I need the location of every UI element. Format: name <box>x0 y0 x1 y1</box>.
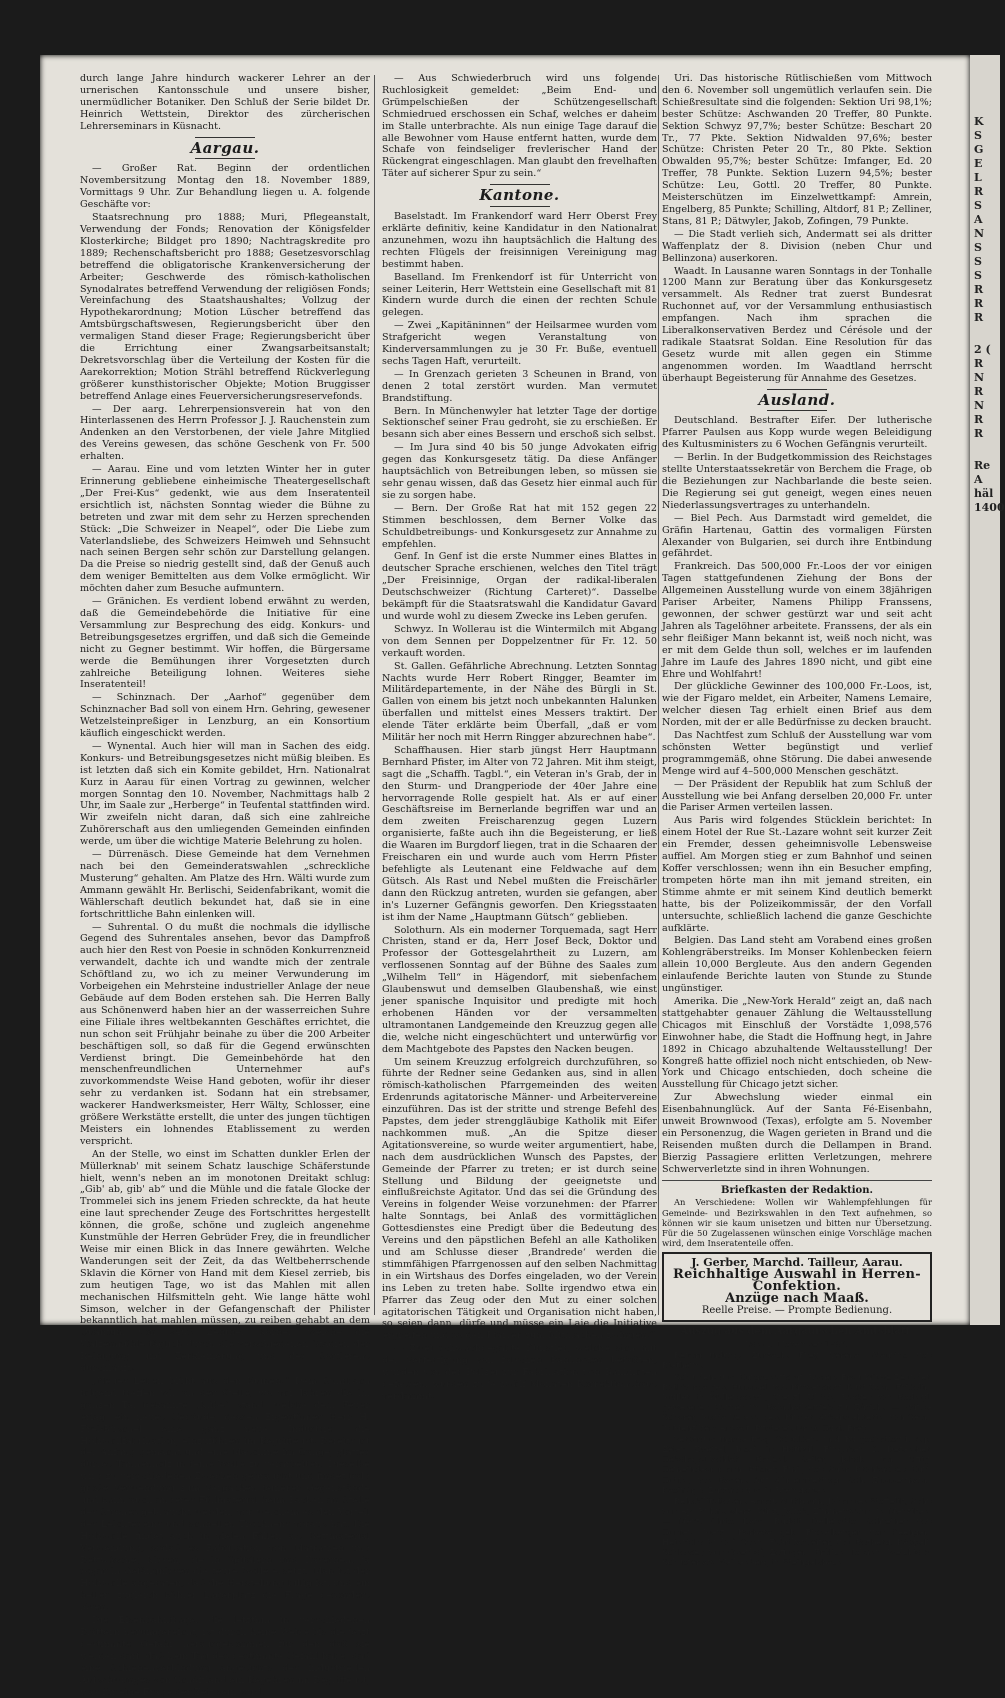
article-paragraph: Bern. In Münchenwyler hat letzter Tage der dortige Sektionschef seiner Frau gedroht, sie zu erschießen. Er besann sich aber eines Bessern und erschoß sich selbst. <box>382 405 657 441</box>
article-paragraph: Solothurn. Als ein moderner Torquemada, sagt Herr Christen, stand er da, Herr Josef Beck, Doktor und Professor der Gottesgelahrtheit zu Luzern, am verflossenen Sonntag auf der Bühne des Saales zum „Wilhelm Tell“ in Hägendorf, mit siebenfachem Glaubenswut und demselben Glaubenshaß, wie einst jener spanische Inquisitor und predigte mit hoch erhobenen Händen vor der versammelten ultramontanen Landgemeinde den Kreuzzug gegen alle die, welche nicht eingeschüchtert und unterwürfig vor dem Machtgebote des Papstes den Nacken beugen. <box>382 924 657 1055</box>
article-paragraph: Baselstadt. Im Frankendorf ward Herr Oberst Frey erklärte definitiv, keine Kandidatur in den Nationalrat anzunehmen, wozu ihn hauptsächlich die Haltung des rechten Flügels der freisinnigen Vereinigung mag bestimmt haben. <box>382 211 657 270</box>
edge-letter: R <box>974 357 984 370</box>
column-rule <box>658 75 659 1315</box>
article-paragraph: Der glückliche Gewinner des 100,000 Fr.-Loos, ist, wie der Figaro meldet, ein Arbeiter, Namens Lemaire, welcher diesen Tag erhielt einen Brief aus dem Norden, mit der er alle Bedürfnisse zu decken braucht. <box>662 681 932 729</box>
newspaper-page <box>40 55 970 1698</box>
article-paragraph: Amerika. Die „New-York Herald“ zeigt an, daß nach stattgehabter genauer Zählung die Weltausstellung Chicagos mit Einschluß der Vorstädte 1,098,576 Einwohner habe, die Stadt die Hoffnung hegt, in Jahre 1892 in Chicago abzuhaltende Weltausstellung! Der Kongreß hatte offiziel noch nicht entschieden, ob New-York und Chicago entschieden, doch scheine die Ausstellung für Chicago jetzt sicher. <box>662 995 932 1091</box>
edge-letter: R <box>974 427 984 440</box>
article-paragraph: Waadt. In Lausanne waren Sonntags in der Tonhalle 1200 Mann zur Beratung über das Konkursgesetz versammelt. Als Redner trat zuerst Bundesrat Ruchonnet auf, vor der Versammlung enthusiastisch empfangen. Nach ihm sprachen die Liberalkonservativen Berdez und Cérésole und der radikale Staatsrat Soldan. Eine Resolution für das Gesetz wurde mit allen gegen ein Stimme angenommen worden. Im Waadtland herrscht überhaupt Begeisterung für Annahme des Gesetzes. <box>662 265 932 384</box>
amtsblatt-title: Auszug aus dem Aargauischen Amtsblatt. <box>680 1326 914 1338</box>
advertisement-box <box>662 1252 932 1322</box>
article-paragraph: — Bern. Der Große Rat hat mit 152 gegen 22 Stimmen beschlossen, dem Berner Volke das Schuldbetreibungs- und Konkursgesetz zur Annahme zu empfehlen. <box>382 502 657 550</box>
article-paragraph: Baselland. Im Frenkendorf ist für Unterricht von seiner Leiterin, Herr Wettstein eine Gesellschaft mit 81 Kindern wurde durch die einen der rechten Schule gelegen. <box>382 271 657 319</box>
article-paragraph: An der Stelle, wo einst im Schatten dunkler Erlen der Müllerknab' mit seinem Schatz lauschige Schäferstunde hielt, wenn's neben an im monotonen Dreitakt schlug: „Gib' ab, gib' ab“ und die Mühle und die fatale Glocke der Trommelei sich ins jenem Frieden schreckte, da hat heute eine laut sprechender Zeuge des Fortschrittes hergestellt können, die große, schöne und zugleich angenehme Kunstmühle der Herren Gebrüder Frey, die in freundlicher Weise mir einen Blick in das Innere gewährten. Welche Wanderungen seit der Zeit, da das Weltbeherrschende Sklavin die Körner von Hand mit dem Kiesel zerrieb, bis zum heutigen Tage, wo ist das Mahlen mit allen mechanischen Hilfsmitteln geht. Wie lange hätte wohl Simson, welcher in der Gefangenschaft der Philister bekanntlich hat mahlen müssen, zu reiben gehabt an dem Quantum von 2400 Zentner Körner, welche die Walzenmühle täglich durch die verschiedenen Stadien der Reinigung und Zerkleinerung und des Sortierens durchläuft? <box>80 1148 370 1375</box>
section-heading-kantone: Kantone. <box>479 186 560 205</box>
column-right <box>662 73 932 1568</box>
article-paragraph: Frankreich. Das 500,000 Fr.-Loos der vor einigen Tagen stattgefundenen Ziehung der Bons der Allgemeinen Ausstellung wurde von einem 38jährigen Pariser Arbeiter, Namens Philipp Franssens, gewonnen, der schwer gestürzt war und seit acht Jahren als Tagelöhner arbeitete. Franssens, der als ein sehr fleißiger Mann bekannt ist, weiß noch nicht, was er mit dem Gelde thun soll, welches er im laufenden Jahre im Laufe des Jahres 1890 nicht, und gibt eine Ehre und Wohlfahrt! <box>662 561 932 680</box>
edge-letter: häl <box>974 487 994 500</box>
ad-line-2: Reichhaltige Auswahl in Herren-Confektion. <box>673 1267 921 1295</box>
article-paragraph: Das Nachtfest zum Schluß der Ausstellung war vom schönsten Wetter begünstigt und verlief programmgemäß, ohne Störung. Die dabei anwesende Menge wird auf 4–500,000 Menschen geschätzt. <box>662 730 932 777</box>
article-paragraph: Staatsrechnung pro 1888; Muri, Pflegeanstalt, Verwendung der Fonds; Renovation der Königsfelder Klosterkirche; Bildget pro 1890; Nachtragskredite pro 1889; Rechenschaftsbericht pro 1888; Gesetzesvorschlag betreffend die obligatorische Krankenversicherung der Arbeiter; Geschwerde des römisch-katholischen Synodalrates betreffend Verwendung der religiösen Fonds; Vereinfachung des Staatshaushaltes; Vollzug der Hypothekarordnung; Motion Lüscher betreffend das Amtsbürgschaftswesen, Regierungsbericht über den vermaligen Stand dieser Frage; Regierungsbericht über die Errichtung einer Zwangsarbeitsanstalt; Dekretsvorschlag über die Verteilung der Kosten für die Aarekorrektion; Motion Strähl betreffend Rückverlegung größerer kunsthistorischer Objekte; Motion Bruggisser betreffend Anlage eines Feuerversicherungsreservefonds. <box>80 212 370 402</box>
edge-letter: N <box>974 371 985 384</box>
edge-letter: R <box>974 385 984 398</box>
edge-letter: S <box>974 269 982 282</box>
edge-letter: 1400 <box>974 501 1005 514</box>
edge-letter: R <box>974 413 984 426</box>
article-closing: — Zwei schwachbegabte Künstler, welche sich mit der Verfertigung von falschen Banknoten befaßten, wurden von der Polizei zur Fabrikation von Banknoten befassen, wurden zu je zwölf Monaten Korrektionshaus verdammt. <box>382 1343 657 1402</box>
edge-letter: R <box>974 297 984 310</box>
amtsblatt-entry: Verpfründungsvertrag, Schulden- und Bürgschaftsruf. Alp. Zeier. Zweifel, Josef, in Hottwil, Eingaben 2. Dezember. Gebolags-Nachlaß. Badenl. Seiler, Jakob, von Uffig, Gemeindeammann, Pfister, Emil, von Suhr. Kronbacher. Buri, Gotth., von Baden. Auf Alimentvertrag: Sch. Zimmermann, Kasimir, v. Zurzach und in Bremgarten. <box>662 1433 932 1495</box>
divider <box>662 1180 932 1181</box>
section-heading-aargau: Aargau. <box>190 138 260 157</box>
edge-letter: R <box>974 311 984 324</box>
edge-letter: N <box>974 227 985 240</box>
amtsblatt-entry: Schulden- und Bürgschaftsruf. Baden. Frau Witwe Zehnder, Rothburga geb. Hummel, von Birmenstorf. Kurt Kohn, Fridolin, Müller, in Wallenschwil, Kreuzl. Ulrich, Bäcker, von Bodmyl, gewesener Kärner im Bahnhofbetrieb zu Zürich. — Witwe Schärer, Maria Verena geb. Binder, Arbeitslehrerin, von Seon, in Menziken; Anwalt: Pfisterei. Nr. 9. Gust. Frey. <box>662 1371 932 1433</box>
article-paragraph: Deutschland. Bestrafter Eifer. Der lutherische Pfarrer Paulsen aus Kopp wurde wegen Beleidigung des Kultusministers zu 6 Wochen Gefängnis verurteilt. <box>662 415 932 451</box>
article-paragraph: „Neues Leben blüht aus den Ruinen.“ Dem Suhrbach folgend treffen wir an der Stelle, wo vor Jahren die im ganzen Tal bekannte „Klibe“ stand, welche dem Feuer erlag, ein neues Gebäude, dessen Eigentümer Herr H. Frei-Rüschel eine ganz neue Industrie, die Holzwollfabrikation, einzuführen im Begriffe ist. Bereits ist der Anfang gemacht und eine Maschine im Gange, glattes dürres Tannenholz in feine Wolle zu verarbeiten. Dieselbe wird zu verschiedenen Zwecken gebraucht und findet bald große Verwendung zum Verpacken feinerer Gegenstände und kann auch anderes Füllmaterial beim Packen an Stelle des Strohes gebraucht werden, vor welchem es den Vorteil des Leichteseins und schnellen Trocknens voraus hat. Die Holzwolle findet auch in vielen Fällen als Bettmaterial Verwendung, sodaß es Fabrikation von Matratzen und Bettwäsche, Kissen, die in Spitälern und Kasernen, ja sogar in Gefängnissen die teure Wolle ersetzt. Man ist der Holzwolle angeraten, daß die Herstellung billig ist, und ein heller, zugleich kühler Lagerplatz die Frage besonders lösen. <box>80 1375 370 1614</box>
edge-letter: A <box>974 473 983 486</box>
article-paragraph: — Großer Rat. Beginn der ordentlichen Novembersitzung Montag den 18. November 1889, Vormittags 9 Uhr. Zur Behandlung liegen u. A. folgende Geschäfte vor: <box>80 163 370 211</box>
article-closing: Die Eisenbahnfrage, die letzthin in verschiedenen Blättern herumgereicht, ist durch keine Weise bis die jetzt bestimmte Gefahr herausgekommen für den daß sie werden darf, daß kein Tag des bestimmte Gefahl habe, daß eine Schienenverbindung angesichts des industriellen Aufschwunges von Schöftland ein Begehren im Begriffe ist, was für eine Frage der Zeit sein wird. <box>80 1615 370 1698</box>
article-paragraph: Genf. In Genf ist die erste Nummer eines Blattes in deutscher Sprache erschienen, welches den Titel trägt „Der Freisinnige, Organ der radikal-liberalen Deutschschweizer (Richtung Carteret)“. Dasselbe bekämpft für die Staatsratswahl die Kandidatur Gavard und wurde wohl zu diesem Zwecke ins Leben gerufen. <box>382 551 657 622</box>
amtsblatt-entry: Bevormundung. Zurzach. Frey, Verena, Maurins von Rietheim. <box>662 1350 932 1371</box>
edge-letter: A <box>974 213 983 226</box>
amtsblatt-date: Vom 2. November 1889. <box>745 1338 849 1349</box>
article-paragraph: — Wynental. Auch hier will man in Sachen des eidg. Konkurs- und Betreibungsgesetzes nicht müßig bleiben. Es ist letzten daß sich ein Komite gebildet, Hrn. Nationalrat Kurz in Aarau für einen Vortrag zu gewinnen, welcher morgen Sonntag den 10. November, Nachmittags halb 2 Uhr, im Saale zur „Herberge“ in Teufental stattfinden wird. Wir zweifeln nicht daran, daß sich eine zahlreiche Zuhörerschaft aus den umliegenden Gemeinden einfinden werde, um über die wichtige Materie Belehrung zu holen. <box>80 740 370 848</box>
divider <box>195 137 255 138</box>
article-paragraph: — Aarau. Eine und vom letzten Winter her in guter Erinnerung gebliebene einheimische Theatergesellschaft „Der Frei-Kus“ gedenkt, wie aus dem Inseratenteil ersichtlich ist, nächsten Sonntag wieder die Bühne zu betreten und zwar mit dem sehr zu Herzen sprechenden Stück: „Die Schweizer in Neapel“, oder Die Liebe zum Vaterlandsliebe, des Schweizers Heimweh und Sehnsucht nach seinen Bergen sehr schön zur Darstellung gelangen. Da die Preise so niedrig gestellt sind, daß der Genuß auch dem weniger Bemittelten aus dem Volke ermöglicht. Wir möchten daher zum Besuche aufmuntern. <box>80 464 370 595</box>
divider <box>767 389 827 390</box>
divider <box>767 410 827 411</box>
article-paragraph: Um seinem Kreuzzug erfolgreich durchzuführen, so führte der Redner seine Gedanken aus, sind in allen römisch-katholischen Pfarrgemeinden des weiten Erdenrunds agitatorische Männer- und Arbeitervereine einzuführen. Das ist der stritte und strenge Befehl des Papstes, dem jeder strenggläubige Katholik mit Eifer nachkommen muß. „An die Spitze dieser Agitationsvereine, so wurde weiter argumentiert, habe, nach dem ausdrücklichen Wunsch des Papstes, der Gemeinde der Pfarrer zu treten; er ist durch seine Stellung und Bildung der geeignetste und einflußreichste Agitator. Und das sei die Gründung des Vereins in folgender Weise vorzunehmen: der Pfarrer halte Sonntags, bei Anlaß des vormittäglichen Gottesdienstes eine Predigt über die Bedeutung des Vereins und den päpstlichen Befehl an alle Katholiken und am Schlusse dieser ‚Brandrede‘ werden die stimmfähigen Pfarrgenossen auf den selben Nachmittag in ein Wirtshaus des Dorfes eingeladen, wo der Verein ins Leben zu treten habe. Sollte irgendwo etwa ein Pfarrer das Zeug oder den Mut zu einer solchen agitatorischen Tätigkeit und Organisation nicht haben, so seien dann, dürfe und müsse ein Laie die Initiative ergreifen und so den Pfarrer zum Mitmachen zwingen.“ <box>382 1056 657 1342</box>
article-paragraph: — Suhrental. O du mußt die nochmals die idyllische Gegend des Suhrentales ansehen, bevor das Dampfroß auch hier den Rest von Poesie in schnöden Konkurrenzneid verwandelt, dachte ich und wandte mich der zentrale Schöftland zu, wo ich zu meiner Verwunderung im Vorbeigehen ein Mehrsteine industrieller Anlage der neue Gebäude auf dem Boden erstehen sah. Die Herren Bally aus Schönenwerd haben hier an der wasserreichen Suhre eine Filiale ihres weltbekannten Geschäftes errichtet, die nun schon seit Frühjahr beinahe zu über die 200 Arbeiter beschäftigen soll, so daß für die Gegend erwünschten Verdienst bringt. Die Gemeinbehörde hat den menschenfreundlichen Unternehmer auf's zuvorkommendste Weise Hand geboten, wofür ihr dieser sehr zu verdanken ist. Sodann hat ein strebsamer, wackerer Handwerksmeister, Herr Wälty, Schlosser, eine größere Werkstätte erstellt, die unter des jungen tüchtigen Meisters ein lohnendes Etablissement zu werden verspricht. <box>80 921 370 1147</box>
amtsblatt-entry: Rehabilitationen. Aarau. Nußbaum, Johannes Stöffelik, Sohn von Ap. Ruhm. Merz. Wirz, Jakob, Zimmermann, in Menziken. — Merz. Chris. Dard. Rudolf, Dellensbis, Schreiner, von Gonten. Merz., Barbara geb. Eichelberger, von Seengen, Heinrichs Rudolf, Sohn, Fabrikarbeiter, von Bozberg. Käppeli, Schlosser, von Oberhof, Zofingen, Frölich, Johann, Welchiors, Schuster am Weihenberg in Steingelsbach. <box>662 1495 932 1568</box>
article-paragraph: — Schinznach. Der „Aarhof“ gegenüber dem Schinznacher Bad soll von einem Hrn. Gehring, gewesener Wetzelsteinpreßiger in Lenzburg, an ein Konsortium käuflich eingeschickt werden. <box>80 692 370 740</box>
ad-line-3: Anzüge nach Maaß. <box>725 1291 869 1307</box>
edge-letter: Re <box>974 459 991 472</box>
ad-line-4: Reelle Preise. — Prompte Bedienung. <box>701 1305 893 1317</box>
edge-letter: E <box>974 157 983 170</box>
edge-letter: G <box>974 143 984 156</box>
article-paragraph: — Der Präsident der Republik hat zum Schluß der Ausstellung wie bei Anfang derselben 20,000 Fr. unter die Pariser Armen verteilen lassen. <box>662 778 932 814</box>
letterbox-title: Briefkasten der Redaktion. <box>721 1184 873 1196</box>
article-intro: Uri. Das historische Rütlischießen vom Mittwoch den 6. November soll ungemütlich verlaufen sein. Die Schießresultate sind die folgenden: Sektion Uri 98,1%; bester Schütze: Aschwanden 20 Treffer, 80 Punkte. Sektion Schwyz 97,7%; bester Schütze: Beschart 20 Tr., 77 Pkte. Sektion Nidwalden 97,6%; bester Schütze: Christen Peter 20 Tr., 80 Pkte. Sektion Obwalden 95,7%; bester Schütze: Imfanger, Ed. 20 Treffer, 78 Punkte. Sektion Luzern 94,5%; bester Schütze: Leu, Gottl. 20 Treffer, 80 Punkte. Meisterschützen im Einzelwettkampf: Amrein, Engelberg, 85 Punkte; Schilling, Altdorf, 81 P.; Zelliner, Stans, 81 P.; Dätwyler, Jakob, Zofingen, 79 Punkte. <box>662 73 932 227</box>
article-paragraph: — Biel Pech. Aus Darmstadt wird gemeldet, die Gräfin Hartenau, Gattin des vormaligen Fürsten Alexander von Bulgarien, sei durch ihre Entbindung gefährdet. <box>662 512 932 560</box>
article-paragraph: Belgien. Das Land steht am Vorabend eines großen Kohlengräberstreiks. Im Monser Kohlenbecken feiern allein 10,000 Bergleute. Aus den andern Gegenden einlaufende Berichte lauten von Stunde zu Stunde ungünstiger. <box>662 935 932 995</box>
article-paragraph: — Der aarg. Lehrerpensionsverein hat von den Hinterlassenen des Herrn Professor J. J. Rauchenstein zum Andenken an den Verstorbenen, der viele Jahre Mitglied des Vereins gewesen, das schöne Geschenk von Fr. 500 erhalten. <box>80 403 370 463</box>
edge-letter: S <box>974 129 982 142</box>
edge-letter: K <box>974 115 984 128</box>
article-paragraph: — Dürrenäsch. Diese Gemeinde hat dem Vernehmen nach bei den Gemeinderatswahlen „schreckliche Musterung“ gehalten. Am Platze des Hrn. Wälti wurde zum Ammann gewählt Hr. Berlischi, Seidenfabrikant, womit die Wählerschaft deutlich bekundet hat, daß sie in eine fortschrittliche Bahn einlenken will. <box>80 849 370 920</box>
edge-letter: N <box>974 399 985 412</box>
article-paragraph: Schaffhausen. Hier starb jüngst Herr Hauptmann Bernhard Pfister, im Alter von 72 Jahren. Mit ihm steigt, sagt die „Schaffh. Tagbl.“, ein Veteran in's Grab, der in den Sturm- und Drangperiode der 40er Jahre eine hervorragende Rolle gespielt hat. Als er auf einer Geschäftsreise im Bernerlande begriffen war und an dem zweiten Freischarenzug gegen Luzern organisierte, faßte auch ihn die Begeisterung, er ließ die Waaren im Burgdorf liegen, trat in die Schaaren der Freischaren ein und wurde auch vom Herrn Pfister befehligte als Leutenant eine Feldwache auf dem Gütsch. Als Rast und Nebel mußten die Freischärler dann den Rückzug antreten, wurden sie gefangen, aber in's Luzerner Gefängnis geworfen. Den Kriegsstaaten ist ihm der Name „Hauptmann Gütsch“ geblieben. <box>382 744 657 923</box>
column-middle <box>382 73 658 1402</box>
edge-letter: S <box>974 199 982 212</box>
column-rule <box>374 75 375 1315</box>
article-paragraph: — Berlin. In der Budgetkommission des Reichstages stellte Unterstaatssekretär von Berchem die Frage, ob die Beziehungen zur Nachbarlande die beste seien. Die Regierung sei gut geneigt, wegen eines neuen Niederlassungsvertrages zu unterhandeln. <box>662 452 932 511</box>
edge-letter: L <box>974 171 982 184</box>
divider <box>490 184 550 185</box>
column-left <box>80 73 370 1698</box>
edge-letter: 2 ( <box>974 343 991 356</box>
edge-letter: R <box>974 185 984 198</box>
ad-line-1: J. Gerber, Marchd. Tailleur, Aarau. <box>691 1256 903 1270</box>
divider <box>490 206 550 207</box>
article-intro: — Aus Schwiederbruch wird uns folgende Ruchlosigkeit gemeldet: „Beim End- und Grümpelschießen der Schützengesellschaft Schmiedrued erschossen ein Schaf, welches er daheim im Stalle unterbrachte. Als nun einige Tage darauf die alle Bewohner vom Hause entfernt hatten, wurde dem Schafe von feindseliger frevlerischer Hand der Rückengrat eingeschlagen. Man glaubt den frevelhaften Täter auf sicherer Spur zu sein.“ <box>382 73 658 180</box>
letterbox-text: An Verschiedene: Wollen wir Wahlempfehlungen für Gemeinde- und Bezirkswahlen in den Text aufnehmen, so können wir sie kaum unisetzen und bitten nur Übersetzung. Für die 50 Zugelassenen wünschen einige Vorschläge machen wird, dem Inseratenteile offen. <box>662 1197 932 1249</box>
adjacent-page-edge <box>970 55 1005 1325</box>
article-intro: durch lange Jahre hindurch wackerer Lehrer an der urnerischen Kantonsschule und unsere bisher, unermüdlicher Botaniker. Den Schluß der Serie bildet Dr. Heinrich Wettstein, Direktor des zürcherischen Lehrerseminars in Küsnacht. <box>80 73 370 132</box>
section-heading-ausland: Ausland. <box>758 390 836 409</box>
article-paragraph: Schwyz. In Wollerau ist die Wintermilch mit Abgang von dem Sennen per Doppelzentner für Fr. 12. 50 verkauft worden. <box>382 623 657 659</box>
edge-letter: R <box>974 283 984 296</box>
edge-letter: S <box>974 255 982 268</box>
article-paragraph: St. Gallen. Gefährliche Abrechnung. Letzten Sonntag Nachts wurde Herr Robert Ringger, Beamter im Militärdepartemente, in der Nähe des Bürgli in St. Gallen von einem bis jetzt noch unbekannten Halunken überfallen und mittelst eines Messers traktirt. Der elende Täter erklärte beim Überfall, „daß er vom Militär her noch mit Herrn Ringger abzurechnen habe“. <box>382 660 657 744</box>
edge-letter: S <box>974 241 982 254</box>
article-paragraph: — In Grenzach gerieten 3 Scheunen in Brand, von denen 2 total zerstört wurden. Man vermutet Brandstiftung. <box>382 368 657 404</box>
article-paragraph: Zur Abwechslung wieder einmal ein Eisenbahnunglück. Auf der Santa Fé-Eisenbahn, unweit Brownwood (Texas), erfolgte am 5. November ein Personenzug, die Wagen gerieten in Brand und die Reisenden mußten durch die Dellampen in Brand. Bierzig Passagiere erlitten Verletzungen, mehrere Schwerverletzte sind in ihren Wohnungen. <box>662 1092 932 1175</box>
divider <box>195 158 255 159</box>
article-paragraph: — Im Jura sind 40 bis 50 junge Advokaten eifrig gegen das Konkursgesetz tätig. Da diese Anfänger hauptsächlich von Betreibungen leben, so müssen sie sehr genau wissen, daß das Gesetz hier einmal auch für sie zu sorgen habe. <box>382 442 657 501</box>
article-paragraph: — Gränichen. Es verdient lobend erwähnt zu werden, daß die Gemeindebehörde die Initiative für eine Versammlung zur Besprechung des eidg. Konkurs- und Betreibungsgesetzes ergriffen, und daß sich die Gemeinde nicht zu Gegner bestimmt. Wir hoffen, die Bürgersame werde die Bemühungen ihrer Vorgesetzten durch zahlreiche Beteiligung lohnen. Weiteres siehe Inseratenteil! <box>80 596 370 691</box>
article-paragraph: — Die Stadt verlieh sich, Andermatt sei als dritter Waffenplatz der 8. Division (neben Chur und Bellinzona) auserkoren. <box>662 228 932 264</box>
article-paragraph: Aus Paris wird folgendes Stücklein berichtet: In einem Hotel der Rue St.-Lazare wohnt seit kurzer Zeit ein Fremder, dessen geheimnisvolle Lebensweise auffiel. Am Morgen stieg er zum Bahnhof und seinen Koffer verschlossen; wenn ihn ein Besucher empfing, trompeten hörte man ihn mit jemand streiten, ein Stimme ahmte er mit seinem Kind deutlich bemerkt hatte, bis der Polizeikommissär, der den Vorfall untersuchte, schließlich lachend die ganze Geschichte aufklärte. <box>662 815 932 934</box>
article-paragraph: — Zwei „Kapitäninnen“ der Heilsarmee wurden vom Strafgericht wegen Veranstaltung von Kinderversammlungen zu je 30 Fr. Buße, eventuell sechs Tagen Haft, verurteilt. <box>382 320 657 367</box>
